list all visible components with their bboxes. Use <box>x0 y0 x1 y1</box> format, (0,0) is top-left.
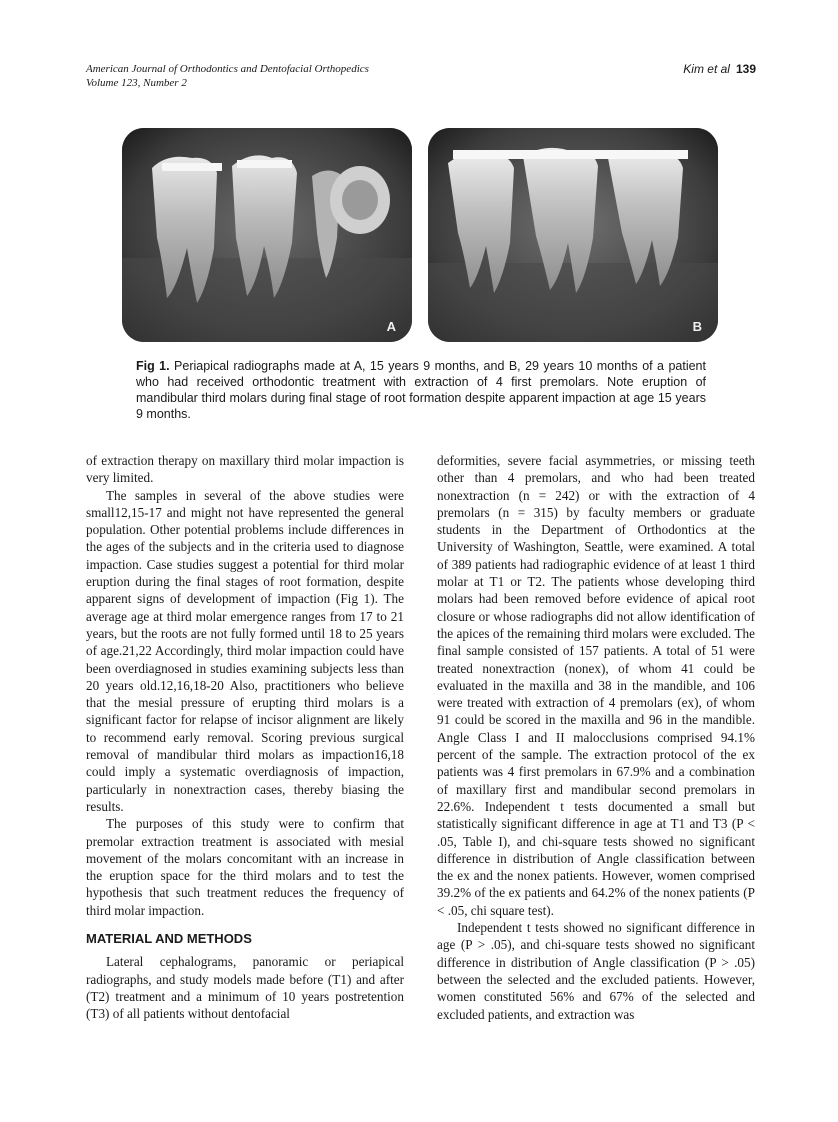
left-paragraph-2: The samples in several of the above studies were small12,15-17 and might not have represented the general population. Other potential problems include differences in the ages of the subjects and in the criteria used to diagnose impaction. Case studies suggest a potential for third molar eruption during the final stages of root formation, despite apparent signs of development of impaction (Fig 1). The average age at third molar emergence ranges from 17 to 21 years, but the roots are not fully formed until 18 to 25 years of age.21,22 Accordingly, third molar impaction could have been overdiagnosed in studies examining subjects less than 20 years old.12,16,18-20 Also, practitioners who believe that the mesial pressure of erupting third molars is a significant factor for relapse of incisor alignment are likely to recommend early removal. Scoring previous surgical removal of mandibular third molars as impaction16,18 could imply a systematic overdiagnosis of impaction, particularly in nonextraction cases, thereby biasing the results. <box>86 487 404 814</box>
left-column <box>86 452 404 1023</box>
radiograph-a <box>122 128 412 342</box>
right-paragraph-2: Independent t tests showed no significant difference in age (P > .05), and chi-square tests showed no significant difference in distribution of Angle classification (P > .05) between the selected and the excluded patients. However, women constituted 56% and 67% of the selected and excluded patients, and extraction was <box>437 920 755 1022</box>
section-heading: MATERIAL AND METHODS <box>86 931 252 947</box>
left-paragraph-3: The purposes of this study were to confirm that premolar extraction treatment is associated with mesial movement of the molars concomitant with an increase in the eruption space for the third molars and to test the hypothesis that such treatment reduces the frequency of third molar impaction. <box>86 816 404 918</box>
header-right <box>683 62 756 76</box>
radiograph-b <box>428 128 718 342</box>
figure-1 <box>122 128 718 344</box>
caption-label: Fig 1. <box>136 359 170 373</box>
page-number: 139 <box>735 62 756 76</box>
radiograph-a-image <box>122 128 412 342</box>
caption-text: Periapical radiographs made at A, 15 years 9 months, and B, 29 years 10 months of a patient who had received orthodontic treatment with extraction of 4 first premolars. Note eruption of mandibular third molars during final stage of root formation despite apparent impaction at age 15 years 9 months. <box>136 359 706 421</box>
panel-label-b: B <box>692 319 702 334</box>
panel-label-a: A <box>386 319 396 334</box>
journal-title: American Journal of Orthodontics and Dentofacial Orthopedics <box>86 63 369 75</box>
journal-volume: Volume 123, Number 2 <box>86 77 187 89</box>
right-paragraph-1: deformities, severe facial asymmetries, or missing teeth other than 4 premolars, and who had been treated nonextraction (n = 242) or with the extraction of 4 premolars (n = 315) by faculty members or graduate students in the Department of Orthodontics at the University of Washington, Seattle, were examined. A total of 389 patients had radiographic evidence of at least 1 third molar at T1 or T2. The patients whose developing third molars had been removed before evidence of apical root closure or whose radiographs did not allow identification of the apices of the remaining third molars were excluded. The final sample consisted of 157 patients. A total of 51 were treated nonextraction (nonex), of whom 41 could be evaluated in the maxilla and 38 in the mandible, and 106 were treated with extraction of 4 premolars (ex), of whom 91 could be scored in the maxilla and 96 in the mandible. Angle Class I and II malocclusions comprised 94.1% percent of the sample. The extraction protocol of the ex patients was 4 first premolars in 67.9% and a combination of maxillary first and mandibular second premolars in 22.6%. Independent t tests documented a small but statistically significant difference in age at T1 and T3 (P < .05, Table I), and chi-square tests showed no significant difference in distribution of Angle classification between the ex and the nonex patients. However, women comprised 39.2% of the ex patients and 64.2% of the nonex patients (P < .05, chi square test). <box>437 453 755 918</box>
figure-caption <box>136 358 706 422</box>
author-running-head: Kim et al <box>683 62 730 76</box>
right-column <box>437 452 755 1023</box>
running-header <box>86 62 756 90</box>
left-paragraph-1: of extraction therapy on maxillary third molar impaction is very limited. <box>86 453 404 486</box>
left-paragraph-4: Lateral cephalograms, panoramic or periapical radiographs, and study models made before (T1) and after (T2) treatment and a minimum of 10 years postretention (T3) of all patients without dentofacial <box>86 954 404 1022</box>
radiograph-b-image <box>428 128 718 342</box>
